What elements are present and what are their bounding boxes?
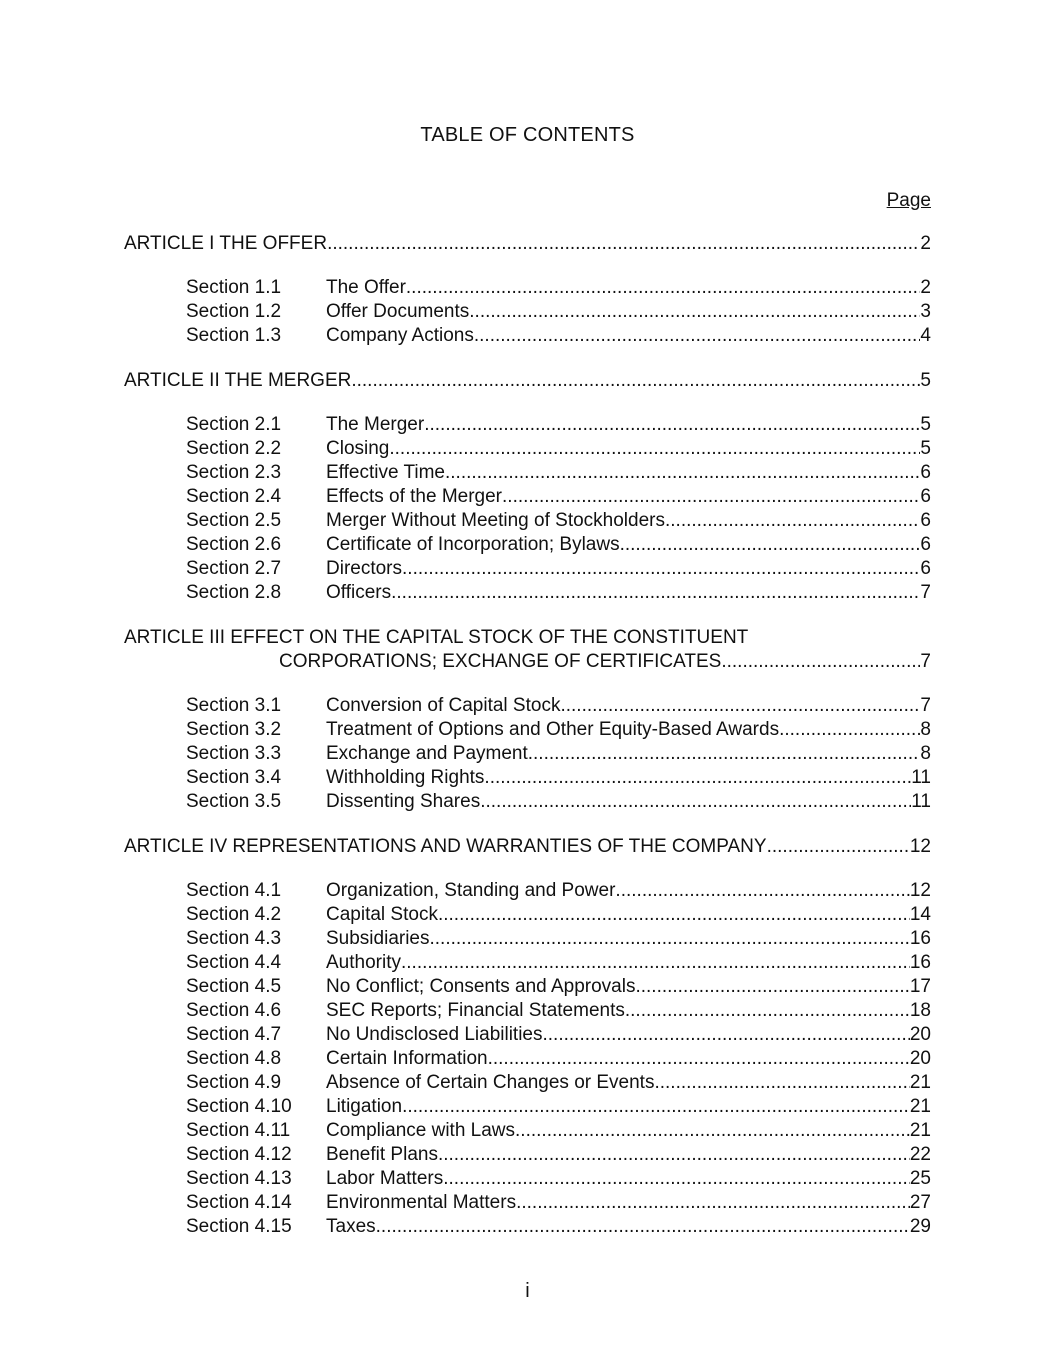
section-number: Section 4.15 <box>186 1216 292 1237</box>
dot-leader <box>635 975 909 999</box>
dot-leader <box>443 1167 910 1191</box>
toc-entry <box>124 1095 931 1119</box>
section-page-number: 8 <box>920 743 931 764</box>
article-page-number: 5 <box>920 370 931 391</box>
dot-leader <box>438 903 910 927</box>
article-title: CORPORATIONS; EXCHANGE OF CERTIFICATES <box>279 651 722 672</box>
section-title: No Undisclosed Liabilities <box>326 1024 543 1045</box>
section-page-number: 18 <box>909 1000 931 1021</box>
section-title: Taxes <box>326 1216 376 1237</box>
dot-leader <box>620 533 921 557</box>
toc-entry <box>124 300 931 324</box>
section-title: Dissenting Shares <box>326 791 481 812</box>
section-number: Section 4.11 <box>186 1120 291 1141</box>
section-number: Section 4.2 <box>186 904 282 925</box>
section-page-number: 4 <box>920 325 931 346</box>
dot-leader <box>625 999 910 1023</box>
toc-entry <box>124 324 931 348</box>
dot-leader <box>615 879 909 903</box>
section-number: Section 3.1 <box>186 695 282 716</box>
section-title: Treatment of Options and Other Equity-Based Awards <box>326 719 780 740</box>
toc-entry <box>124 790 931 814</box>
section-number: Section 4.12 <box>186 1144 292 1165</box>
section-number: Section 2.1 <box>186 414 282 435</box>
section-title: Effects of the Merger <box>326 486 503 507</box>
article-title: ARTICLE II THE MERGER <box>124 370 352 391</box>
section-list <box>124 413 931 605</box>
section-page-number: 8 <box>920 719 931 740</box>
section-page-number: 6 <box>920 558 931 579</box>
article-page-number: 12 <box>909 836 931 857</box>
section-page-number: 16 <box>909 952 931 973</box>
section-number: Section 4.1 <box>186 880 282 901</box>
section-number: Section 1.3 <box>186 325 282 346</box>
page-title: TABLE OF CONTENTS <box>420 124 635 146</box>
toc-entry <box>124 1119 931 1143</box>
section-page-number: 25 <box>909 1168 931 1189</box>
section-list <box>124 879 931 1239</box>
article-page-number: 7 <box>920 651 931 672</box>
toc-entry <box>124 1047 931 1071</box>
article-heading-line <box>124 369 931 393</box>
toc-entry <box>124 413 931 437</box>
section-title: Organization, Standing and Power <box>326 880 616 901</box>
dot-leader <box>402 1095 910 1119</box>
toc-entry <box>124 927 931 951</box>
dot-leader <box>474 324 921 348</box>
article-page-number: 2 <box>920 233 931 254</box>
section-number: Section 2.8 <box>186 582 282 603</box>
article-heading <box>124 232 931 256</box>
toc-entry <box>124 557 931 581</box>
section-title: Conversion of Capital Stock <box>326 695 561 716</box>
section-number: Section 3.3 <box>186 743 282 764</box>
section-number: Section 4.5 <box>186 976 282 997</box>
section-page-number: 21 <box>909 1072 931 1093</box>
dot-leader <box>445 461 920 485</box>
dot-leader <box>767 835 910 859</box>
page-column-label: Page <box>886 190 931 211</box>
section-page-number: 21 <box>909 1120 931 1141</box>
section-page-number: 7 <box>920 695 931 716</box>
section-title: Subsidiaries <box>326 928 430 949</box>
section-title: Company Actions <box>326 325 474 346</box>
section-title: Merger Without Meeting of Stockholders <box>326 510 665 531</box>
toc-entry <box>124 879 931 903</box>
dot-leader <box>484 766 911 790</box>
section-title: Labor Matters <box>326 1168 444 1189</box>
section-number: Section 3.5 <box>186 791 282 812</box>
dot-leader <box>424 413 920 437</box>
section-page-number: 7 <box>920 582 931 603</box>
dot-leader <box>438 1143 910 1167</box>
toc-entry <box>124 1143 931 1167</box>
section-number: Section 4.6 <box>186 1000 282 1021</box>
dot-leader <box>560 694 920 718</box>
dot-leader <box>469 300 920 324</box>
toc-entry <box>124 509 931 533</box>
section-title: Compliance with Laws <box>326 1120 516 1141</box>
section-title: Benefit Plans <box>326 1144 438 1165</box>
section-number: Section 3.4 <box>186 767 282 788</box>
dot-leader <box>351 369 920 393</box>
section-number: Section 3.2 <box>186 719 282 740</box>
section-number: Section 2.5 <box>186 510 282 531</box>
section-list <box>124 276 931 348</box>
dot-leader <box>389 437 920 461</box>
footer-page-number: i <box>525 1280 530 1302</box>
dot-leader <box>406 276 921 300</box>
toc-entry <box>124 485 931 509</box>
section-title: Environmental Matters <box>326 1192 517 1213</box>
section-page-number: 22 <box>909 1144 931 1165</box>
section-page-number: 20 <box>909 1048 931 1069</box>
section-number: Section 4.7 <box>186 1024 282 1045</box>
section-page-number: 20 <box>909 1024 931 1045</box>
section-title: Offer Documents <box>326 301 470 322</box>
article-heading-line <box>124 232 931 256</box>
article-heading-line <box>124 835 931 859</box>
section-number: Section 4.10 <box>186 1096 292 1117</box>
section-number: Section 2.3 <box>186 462 282 483</box>
dot-leader <box>402 557 920 581</box>
toc-entry <box>124 533 931 557</box>
article-title: ARTICLE I THE OFFER <box>124 233 328 254</box>
section-title: Litigation <box>326 1096 403 1117</box>
section-page-number: 3 <box>920 301 931 322</box>
dot-leader <box>480 790 911 814</box>
section-title: Authority <box>326 952 401 973</box>
section-number: Section 2.7 <box>186 558 282 579</box>
toc-entry <box>124 694 931 718</box>
table-of-contents <box>124 232 931 1260</box>
section-title: No Conflict; Consents and Approvals <box>326 976 636 997</box>
toc-entry <box>124 1023 931 1047</box>
dot-leader <box>515 1119 910 1143</box>
dot-leader <box>488 1047 910 1071</box>
toc-entry <box>124 1215 931 1239</box>
section-page-number: 6 <box>920 534 931 555</box>
section-title: Certificate of Incorporation; Bylaws <box>326 534 620 555</box>
section-title: Certain Information <box>326 1048 488 1069</box>
toc-entry <box>124 437 931 461</box>
toc-entry <box>124 999 931 1023</box>
article-title: ARTICLE IV REPRESENTATIONS AND WARRANTIES OF THE COMPANY <box>124 836 767 857</box>
toc-entry <box>124 718 931 742</box>
section-page-number: 29 <box>909 1216 931 1237</box>
dot-leader <box>543 1023 910 1047</box>
toc-entry <box>124 951 931 975</box>
section-title: Directors <box>326 558 403 579</box>
section-number: Section 2.4 <box>186 486 282 507</box>
article-heading <box>124 835 931 859</box>
dot-leader <box>721 650 920 674</box>
section-title: The Merger <box>326 414 425 435</box>
section-title: Absence of Certain Changes or Events <box>326 1072 655 1093</box>
section-title: The Offer <box>326 277 406 298</box>
section-page-number: 2 <box>920 277 931 298</box>
section-title: Capital Stock <box>326 904 438 925</box>
article-heading-line <box>124 650 931 674</box>
dot-leader <box>516 1191 910 1215</box>
section-number: Section 2.6 <box>186 534 282 555</box>
section-page-number: 11 <box>911 791 931 812</box>
article-heading <box>124 369 931 393</box>
toc-entry <box>124 742 931 766</box>
section-page-number: 6 <box>920 462 931 483</box>
section-number: Section 4.4 <box>186 952 282 973</box>
article-title: ARTICLE III EFFECT ON THE CAPITAL STOCK OF THE CONSTITUENT <box>124 627 749 648</box>
toc-entry <box>124 975 931 999</box>
toc-entry <box>124 766 931 790</box>
dot-leader <box>391 581 920 605</box>
toc-entry <box>124 1167 931 1191</box>
section-title: Closing <box>326 438 390 459</box>
article-heading-line <box>124 626 931 650</box>
toc-entry <box>124 903 931 927</box>
section-number: Section 1.2 <box>186 301 282 322</box>
section-page-number: 14 <box>909 904 931 925</box>
section-title: Effective Time <box>326 462 445 483</box>
section-title: SEC Reports; Financial Statements <box>326 1000 625 1021</box>
dot-leader <box>654 1071 909 1095</box>
section-number: Section 1.1 <box>186 277 282 298</box>
dot-leader <box>327 232 920 256</box>
toc-entry <box>124 461 931 485</box>
toc-entry <box>124 1071 931 1095</box>
section-title: Officers <box>326 582 392 603</box>
dot-leader <box>401 951 910 975</box>
toc-entry <box>124 276 931 300</box>
section-page-number: 27 <box>909 1192 931 1213</box>
dot-leader <box>665 509 920 533</box>
section-page-number: 5 <box>920 414 931 435</box>
section-page-number: 5 <box>920 438 931 459</box>
section-title: Withholding Rights <box>326 767 485 788</box>
section-page-number: 6 <box>920 510 931 531</box>
dot-leader <box>502 485 920 509</box>
dot-leader <box>430 927 910 951</box>
section-number: Section 4.8 <box>186 1048 282 1069</box>
section-number: Section 2.2 <box>186 438 282 459</box>
section-page-number: 17 <box>909 976 931 997</box>
section-number: Section 4.13 <box>186 1168 292 1189</box>
section-list <box>124 694 931 814</box>
section-number: Section 4.3 <box>186 928 282 949</box>
section-number: Section 4.9 <box>186 1072 282 1093</box>
dot-leader <box>528 742 921 766</box>
toc-entry <box>124 1191 931 1215</box>
section-page-number: 16 <box>909 928 931 949</box>
section-title: Exchange and Payment <box>326 743 528 764</box>
dot-leader <box>779 718 920 742</box>
article-heading <box>124 626 931 674</box>
section-page-number: 21 <box>909 1096 931 1117</box>
dot-leader <box>376 1215 910 1239</box>
toc-entry <box>124 581 931 605</box>
section-page-number: 12 <box>909 880 931 901</box>
section-page-number: 6 <box>920 486 931 507</box>
section-page-number: 11 <box>911 767 931 788</box>
section-number: Section 4.14 <box>186 1192 292 1213</box>
